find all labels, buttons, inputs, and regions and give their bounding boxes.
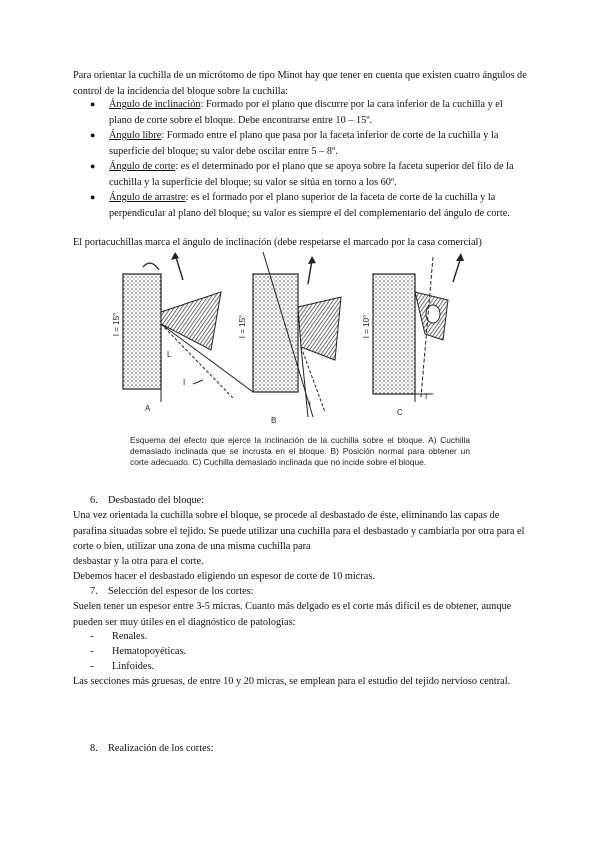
section-number: 6.	[90, 495, 98, 506]
angle-text: : es el formado por el plano superior de la faceta de corte de la cuchilla y la perpendicular al plano del bloque; su valor es siempre el del complementario del ángulo de corte.	[109, 192, 510, 219]
list-item	[73, 190, 528, 221]
intro-paragraph: Para orientar la cuchilla de un micrótomo de tipo Minot hay que tener en cuenta que existen cuatro ángulos de control de la incidencia del bloque sobre la cuchilla:	[73, 70, 527, 97]
l-lower-label: l	[309, 400, 311, 409]
bullet-icon: ●	[90, 130, 96, 140]
i-label: I	[183, 378, 186, 387]
angle-text: : es el determinado por el plano que se apoya sobre la faceta superior del filo de la cuchilla y la superficie del bloque; su valor se sitúa en torno a los 60º.	[109, 161, 514, 188]
section-title: Realización de los cortes:	[108, 743, 214, 754]
s6-paragraph-3: Debemos hacer el desbastado eligiendo un espesor de corte de 10 micras.	[73, 571, 375, 582]
list-item	[73, 128, 528, 159]
list-item	[73, 159, 528, 190]
s6-paragraph: Una vez orientada la cuchilla sobre el bloque, se procede al desbastado de éste, eliminando las capas de parafina situadas sobre el tejido. Se puede utilizar una cuchilla para el desbastado y cambiarla por otra para el corte o bien, utilizar una zona de una misma cuchilla para	[73, 510, 525, 552]
angle-a-label: I = 15°	[112, 312, 122, 337]
panel-c	[373, 253, 464, 402]
list-item: - Linfoides.	[90, 661, 155, 672]
figure-caption: Esquema del efecto que ejerce la inclinación de la cuchilla sobre el bloque. A) Cuchilla demasiado inclinada que se incrusta en el bloque. B) Posición normal para obtener un corte adecuado. C) Cuchilla demasiado inclinada que no incide sobre el bloque.	[130, 435, 470, 467]
angles-list	[73, 97, 528, 221]
s7-paragraph-2: Las secciones más gruesas, de entre 10 y 20 micras, se emplean para el estudio del tejido nervioso central.	[73, 676, 511, 687]
bullet-icon: ●	[90, 192, 96, 202]
section-6-heading	[90, 493, 204, 509]
panel-a-label: A	[145, 404, 151, 413]
s7-paragraph: Suelen tener un espesor entre 3-5 micras. Cuanto más delgado es el corte más difícil es de obtener, aunque pueden ser muy útiles en el diagnóstico de patologías:	[73, 601, 512, 628]
panel-a	[123, 252, 253, 402]
angle-term: Ángulo de corte	[109, 161, 176, 172]
bullet-icon: ●	[90, 99, 96, 109]
s6-paragraph-2: desbastar y la otra para el corte.	[73, 556, 204, 567]
panel-b-label: B	[271, 416, 277, 425]
i-label-c: I	[425, 392, 428, 401]
section-title: Selección del espesor de los cortes:	[108, 586, 254, 597]
section-7-heading	[90, 584, 254, 600]
angle-text: : Formado por el plano que discurre por la cara inferior de la cuchilla y el plano de corte sobre el bloque. Debe encontrarse entre 10 – 15º.	[109, 99, 503, 126]
section-8-heading	[90, 741, 214, 757]
holder-note: El portacuchillas marca el ángulo de inclinación (debe respetarse el marcado por la casa comercial)	[73, 237, 482, 248]
section-number: 8.	[90, 743, 98, 754]
angle-term: Ángulo de arrastre	[109, 192, 186, 203]
panel-c-label: C	[397, 408, 403, 417]
angle-b-label: I = 15°	[238, 314, 248, 339]
section-number: 7.	[90, 586, 98, 597]
bullet-icon: ●	[90, 161, 96, 171]
list-item: - Hematopoyéticas.	[90, 646, 187, 657]
angle-term: Ángulo libre	[109, 130, 162, 141]
panel-b	[253, 252, 341, 417]
angle-term: Ángulo de inclinación	[109, 99, 201, 110]
section-title: Desbastado del bloque:	[108, 495, 205, 506]
list-item: - Renales.	[90, 631, 148, 642]
l-label: L	[167, 350, 172, 359]
angle-c-label: I = 10°	[362, 314, 372, 339]
list-item	[73, 97, 528, 128]
angle-text: : Formado entre el plano que pasa por la faceta inferior de corte de la cuchilla y la superficie del bloque; su valor debe oscilar entre 5 – 8º.	[109, 130, 499, 157]
